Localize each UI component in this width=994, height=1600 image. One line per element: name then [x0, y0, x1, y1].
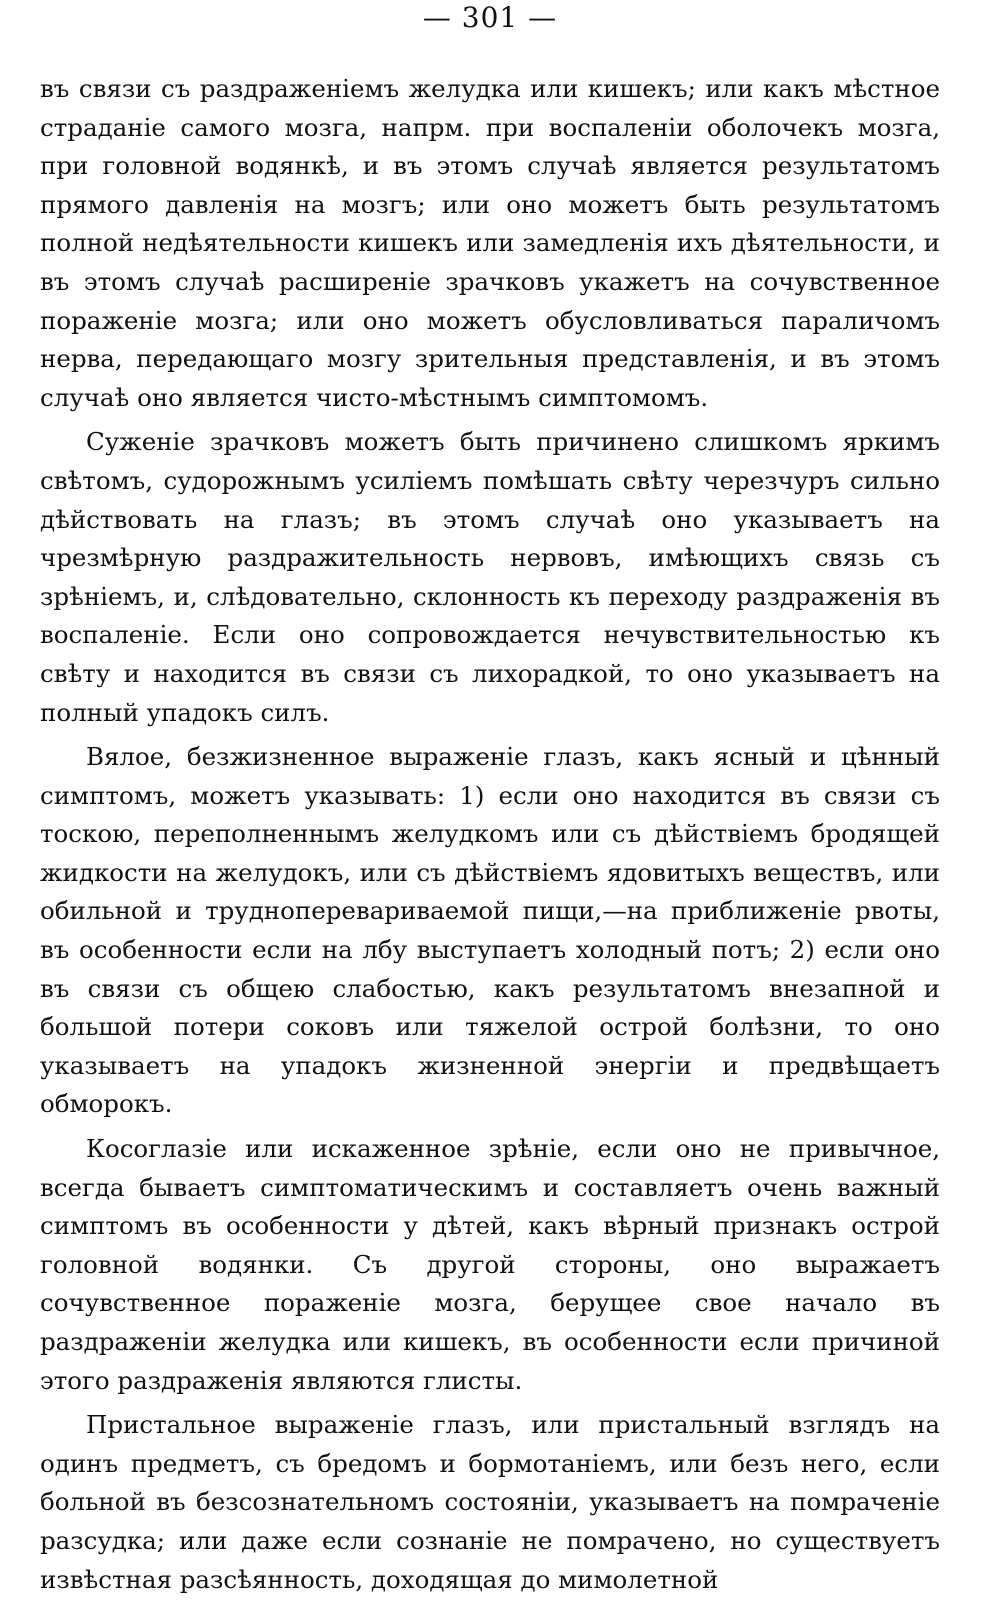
body-text — [40, 70, 940, 1599]
paragraph: Косоглазіе или искаженное зрѣніе, если оно не привычное, всегда бываетъ симптоматическимъ и составляетъ очень важный симптомъ въ особенности у дѣтей, какъ вѣрный признакъ острой головной водянки. Съ другой стороны, оно выражаетъ сочувственное пораженіе мозга, берущее свое начало въ раздраженіи желудка или кишекъ, въ особенности если причиной этого раздраженія являются глисты. — [40, 1134, 940, 1395]
paragraph: Пристальное выраженіе глазъ, или пристальный взглядъ на одинъ предметъ, съ бредомъ и бормотаніемъ, или безъ него, если больной въ безсознательномъ состояніи, указываетъ на помраченіе разсудка; или даже если сознаніе не помрачено, но существуетъ извѣстная разсѣянность, доходящая до мимолетной — [40, 1410, 940, 1594]
paragraph: Вялое, безжизненное выраженіе глазъ, какъ ясный и цѣнный симптомъ, можетъ указывать: 1) если оно находится въ связи съ тоскою, переполненнымъ желудкомъ или съ дѣйствіемъ бродящей жидкости на желудокъ, или съ дѣйствіемъ ядовитыхъ веществъ, или обильной и трудноперевариваемой пищи,—на приближеніе рвоты, въ особенности если на лбу выступаетъ холодный потъ; 2) если оно въ связи съ общею слабостью, какъ результатомъ внезапной и большой потери соковъ или тяжелой острой болѣзни, то оно указываетъ на упадокъ жизненной энергіи и предвѣщаетъ обморокъ. — [40, 742, 940, 1119]
page-number: — 301 — — [422, 1, 558, 34]
paragraph: въ связи съ раздраженіемъ желудка или кишекъ; или какъ мѣстное страданіе самого мозга, напрм. при воспаленіи оболочекъ мозга, при головной водянкѣ, и въ этомъ случаѣ является результатомъ прямого давленія на мозгъ; или оно можетъ быть результатомъ полной недѣятельности кишекъ или замедленія ихъ дѣятельности, и въ этомъ случаѣ расширеніе зрачковъ укажетъ на сочувственное пораженіе мозга; или оно можетъ обусловливаться параличомъ нерва, передающаго мозгу зрительныя представленія, и въ этомъ случаѣ оно является чисто-мѣстнымъ симптомомъ. — [40, 74, 940, 412]
paragraph: Суженіе зрачковъ можетъ быть причинено слишкомъ яркимъ свѣтомъ, судорожнымъ усиліемъ помѣшать свѣту черезчуръ сильно дѣйствовать на глазъ; въ этомъ случаѣ оно указываетъ на чрезмѣрную раздражительность нервовъ, имѣющихъ связь съ зрѣніемъ, и, слѣдовательно, склонность къ переходу раздраженія въ воспаленіе. Если оно сопровождается нечувствительностью къ свѣту и находится въ связи съ лихорадкой, то оно указываетъ на полный упадокъ силъ. — [40, 427, 940, 727]
